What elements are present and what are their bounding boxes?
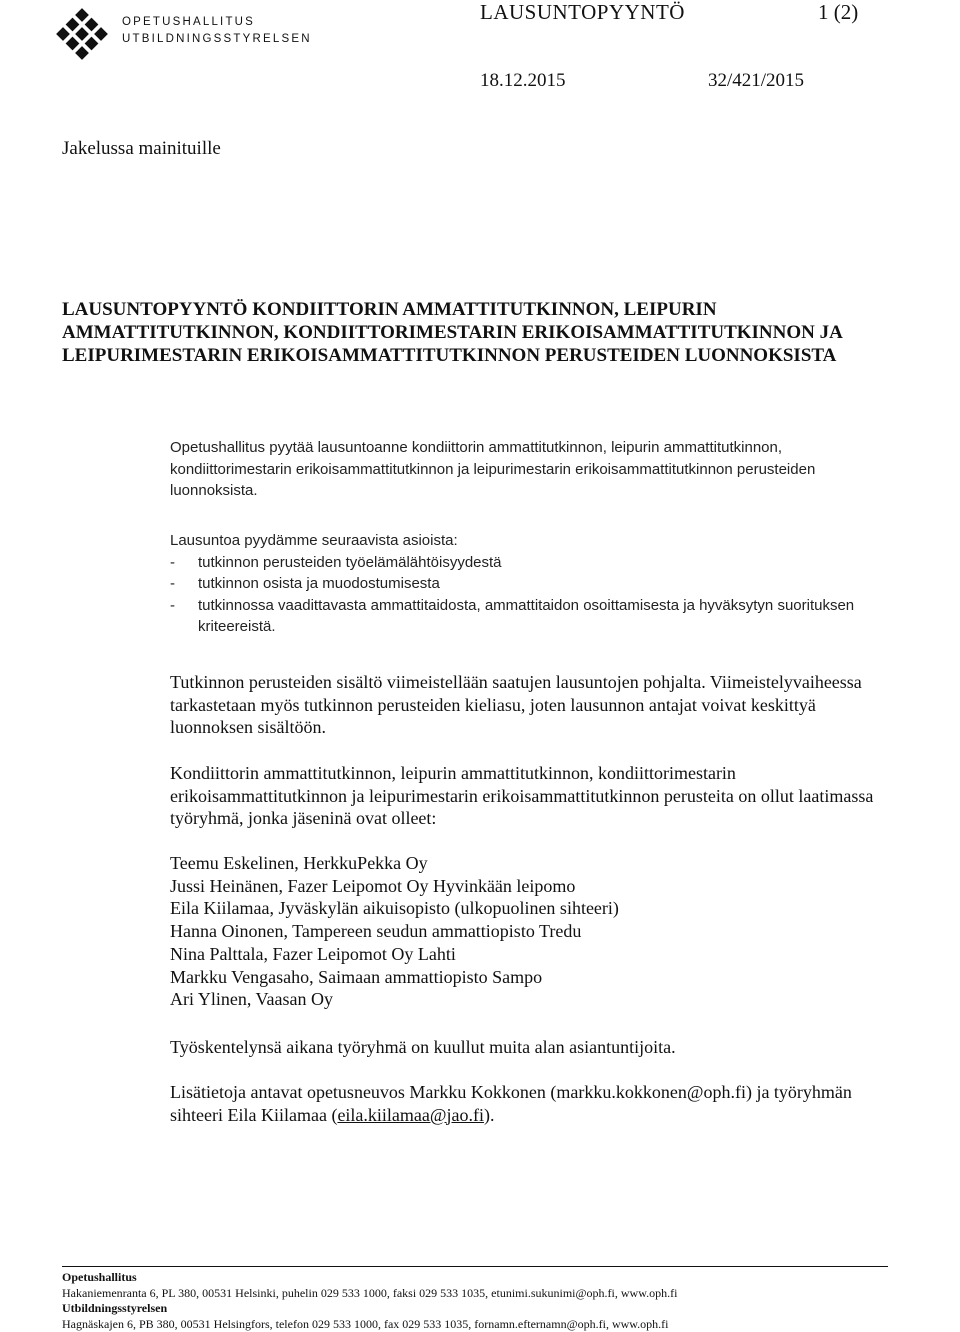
intro-paragraph: Opetushallitus pyytää lausuntoanne kondiittorin ammattitutkinnon, leipurin ammattitutkinnon, kondiittorimestarin erikoisammattitutkinnon ja leipurimestarin erikoisammattitutkinnon perusteiden luonnoksista. (170, 439, 816, 499)
footer-divider (62, 1266, 888, 1267)
logo-diamond (75, 46, 89, 60)
member-item: Jussi Heinänen, Fazer Leipomot Oy Hyvinkään leipomo (170, 875, 576, 896)
reference-number: 32/421/2015 (708, 70, 805, 91)
logo-diamond (56, 27, 70, 41)
logo-diamond (66, 18, 80, 32)
logo-diamond (75, 8, 89, 22)
member-item: Hanna Oinonen, Tampereen seudun ammattiopisto Tredu (170, 921, 582, 942)
document-title: LAUSUNTOPYYNTÖ KONDIITTORIN AMMATTITUTKINNON, LEIPURIN AMMATTITUTKINNON, KONDIITTORIMESTARIN ERIKOISAMMATTITUTKINNON JA LEIPURIMESTARIN ERIKOISAMMATTITUTKINNON PERUSTEIDEN LUONNOKSISTA (62, 299, 842, 366)
logo-diamond (94, 27, 108, 41)
request-lead: Lausuntoa pyydämme seuraavista asioista: (170, 532, 458, 549)
footer-org-sv: Utbildningsstyrelsen (62, 1301, 168, 1316)
request-section (170, 530, 890, 638)
request-item: - tutkinnon perusteiden työelämälähtöisyydestä (170, 552, 890, 574)
request-list (170, 552, 890, 638)
document-date: 18.12.2015 (480, 70, 566, 91)
footer (62, 1270, 677, 1332)
footer-address-sv: Hagnäskajen 6, PB 380, 00531 Helsingfors, telefon 029 533 1000, fax 029 533 1035, fornamn.efternamn@oph.fi, www.oph.fi (62, 1316, 669, 1331)
logo-diamond (66, 37, 80, 51)
contact-paragraph (170, 1081, 890, 1126)
org-name-fi: OPETUSHALLITUS (122, 16, 256, 28)
member-item: Teemu Eskelinen, HerkkuPekka Oy (170, 853, 428, 873)
logo-diamond (85, 37, 99, 51)
member-item: Nina Palttala, Fazer Leipomot Oy Lahti (170, 943, 456, 964)
working-group-intro: Kondiittorin ammattitutkinnon, leipurin ammattitutkinnon, kondiittorimestarin erikoisammattitutkinnon ja leipurimestarin erikoisammattitutkinnon perusteita on ollut laatimassa työryhmä, jonka jäseninä ovat olleet: (170, 763, 874, 828)
consulted-paragraph: Työskentelynsä aikana työryhmä on kuullut muita alan asiantuntijoita. (170, 1037, 676, 1057)
contact-text: Lisätietoja antavat opetusneuvos Markku Kokkonen (markku.kokkonen@oph.fi) ja työryhmän sihteeri Eila Kiilamaa ( (170, 1082, 852, 1125)
diamond-grid-logo (52, 4, 112, 64)
org-name-sv: UTBILDNINGSSTYRELSEN (122, 33, 312, 45)
request-item: - tutkinnon osista ja muodostumisesta (170, 573, 890, 595)
member-item: Markku Vengasaho, Saimaan ammattiopisto Sampo (170, 966, 543, 987)
request-item: - tutkinnossa vaadittavasta ammattitaidosta, ammattitaidon osoittamisesta ja hyväksytyn suorituksen kriteereistä. (170, 595, 890, 638)
member-list (170, 852, 619, 1011)
logo-diamond (85, 18, 99, 32)
organization-name (122, 14, 312, 48)
document-type: LAUSUNTOPYYNTÖ (480, 0, 685, 24)
contact-suffix: ). (483, 1104, 495, 1125)
logo-diamond (75, 27, 89, 41)
footer-address-fi: Hakaniemenranta 6, PL 380, 00531 Helsinki, puhelin 029 533 1000, faksi 029 533 1035, etunimi.sukunimi@oph.fi, www.oph.fi (62, 1285, 678, 1300)
page-number: 1 (2) (818, 0, 859, 24)
footer-org-fi: Opetushallitus (62, 1270, 137, 1284)
finalize-paragraph: Tutkinnon perusteiden sisältö viimeistellään saatujen lausuntojen pohjalta. Viimeistelyvaiheessa tarkastetaan myös tutkinnon perusteiden kieliasu, joten lausunnon antajat voivat keskittyä luonnoksen sisältöön. (170, 672, 862, 737)
member-item: Ari Ylinen, Vaasan Oy (170, 989, 333, 1010)
recipient-line: Jakelussa mainituille (62, 138, 221, 159)
contact-email-link[interactable]: eila.kiilamaa@jao.fi (337, 1104, 484, 1125)
member-item: Eila Kiilamaa, Jyväskylän aikuisopisto (ulkopuolinen sihteeri) (170, 898, 619, 919)
